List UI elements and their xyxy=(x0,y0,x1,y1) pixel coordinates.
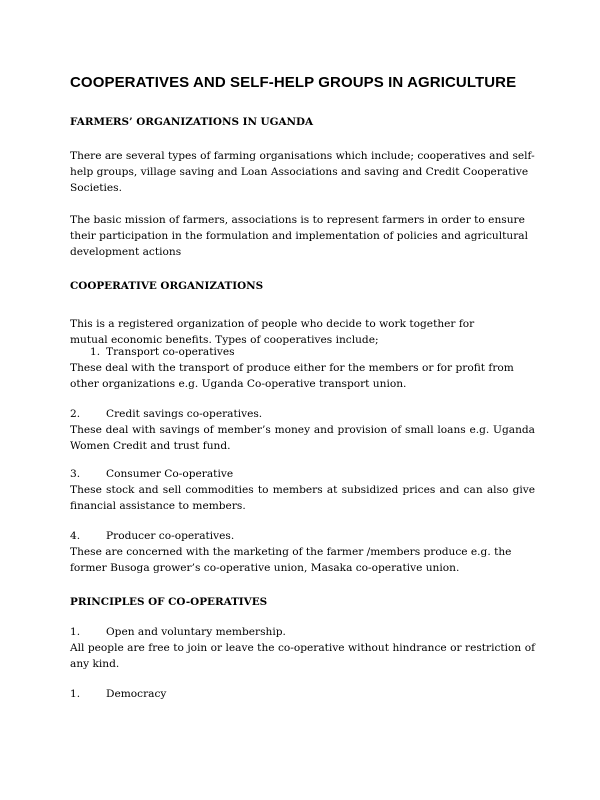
list-item-number: 3. xyxy=(70,468,81,480)
list-item-description-credit: These deal with savings of member’s money and provision of small loans e.g. Uganda Women Credit and trust fund. xyxy=(70,424,535,452)
list-item-number: 1. xyxy=(90,346,101,358)
list-item-description-open-membership: All people are free to join or leave the co-operative without hindrance or restriction of any kind. xyxy=(70,642,535,670)
list-item-description-producer: These are concerned with the marketing of the farmer /members produce e.g. the former Busoga grower’s co-operative union, Masaka co-operative union. xyxy=(70,546,512,574)
list-item-number: 1. xyxy=(70,626,81,638)
list-item-title-open-membership: Open and voluntary membership. xyxy=(106,626,286,638)
list-item-number: 4. xyxy=(70,530,81,542)
document-title: COOPERATIVES AND SELF-HELP GROUPS IN AGRICULTURE xyxy=(70,74,517,91)
paragraph-farming-organisations: There are several types of farming organisations which include; cooperatives and self-help groups, village saving and Loan Associations and saving and Credit Cooperative Societies. xyxy=(70,150,535,194)
list-item-description-consumer: These stock and sell commodities to members at subsidized prices and can also give financial assistance to members. xyxy=(70,484,535,512)
list-item-title-democracy: Democracy xyxy=(106,688,167,700)
section-heading-cooperative-organizations: COOPERATIVE ORGANIZATIONS xyxy=(70,280,264,292)
list-item-title-transport: Transport co-operatives xyxy=(106,346,235,358)
list-item-description-transport: These deal with the transport of produce either for the members or for profit from other organizations e.g. Uganda Co-operative transport union. xyxy=(70,362,514,390)
list-item-title-credit: Credit savings co-operatives. xyxy=(106,408,263,420)
list-item-title-producer: Producer co-operatives. xyxy=(106,530,235,542)
list-item-number: 1. xyxy=(70,688,81,700)
section-heading-principles: PRINCIPLES OF CO-OPERATIVES xyxy=(70,596,268,608)
section-heading-farmers-organizations: FARMERS’ ORGANIZATIONS IN UGANDA xyxy=(70,116,314,128)
list-item-title-consumer: Consumer Co-operative xyxy=(106,468,234,480)
paragraph-cooperative-definition: This is a registered organization of people who decide to work together for mutual economic benefits. Types of cooperatives include; xyxy=(70,318,475,346)
paragraph-basic-mission: The basic mission of farmers, associations is to represent farmers in order to ensure their participation in the formulation and implementation of policies and agricultural development actions xyxy=(70,214,528,258)
list-item-number: 2. xyxy=(70,408,81,420)
